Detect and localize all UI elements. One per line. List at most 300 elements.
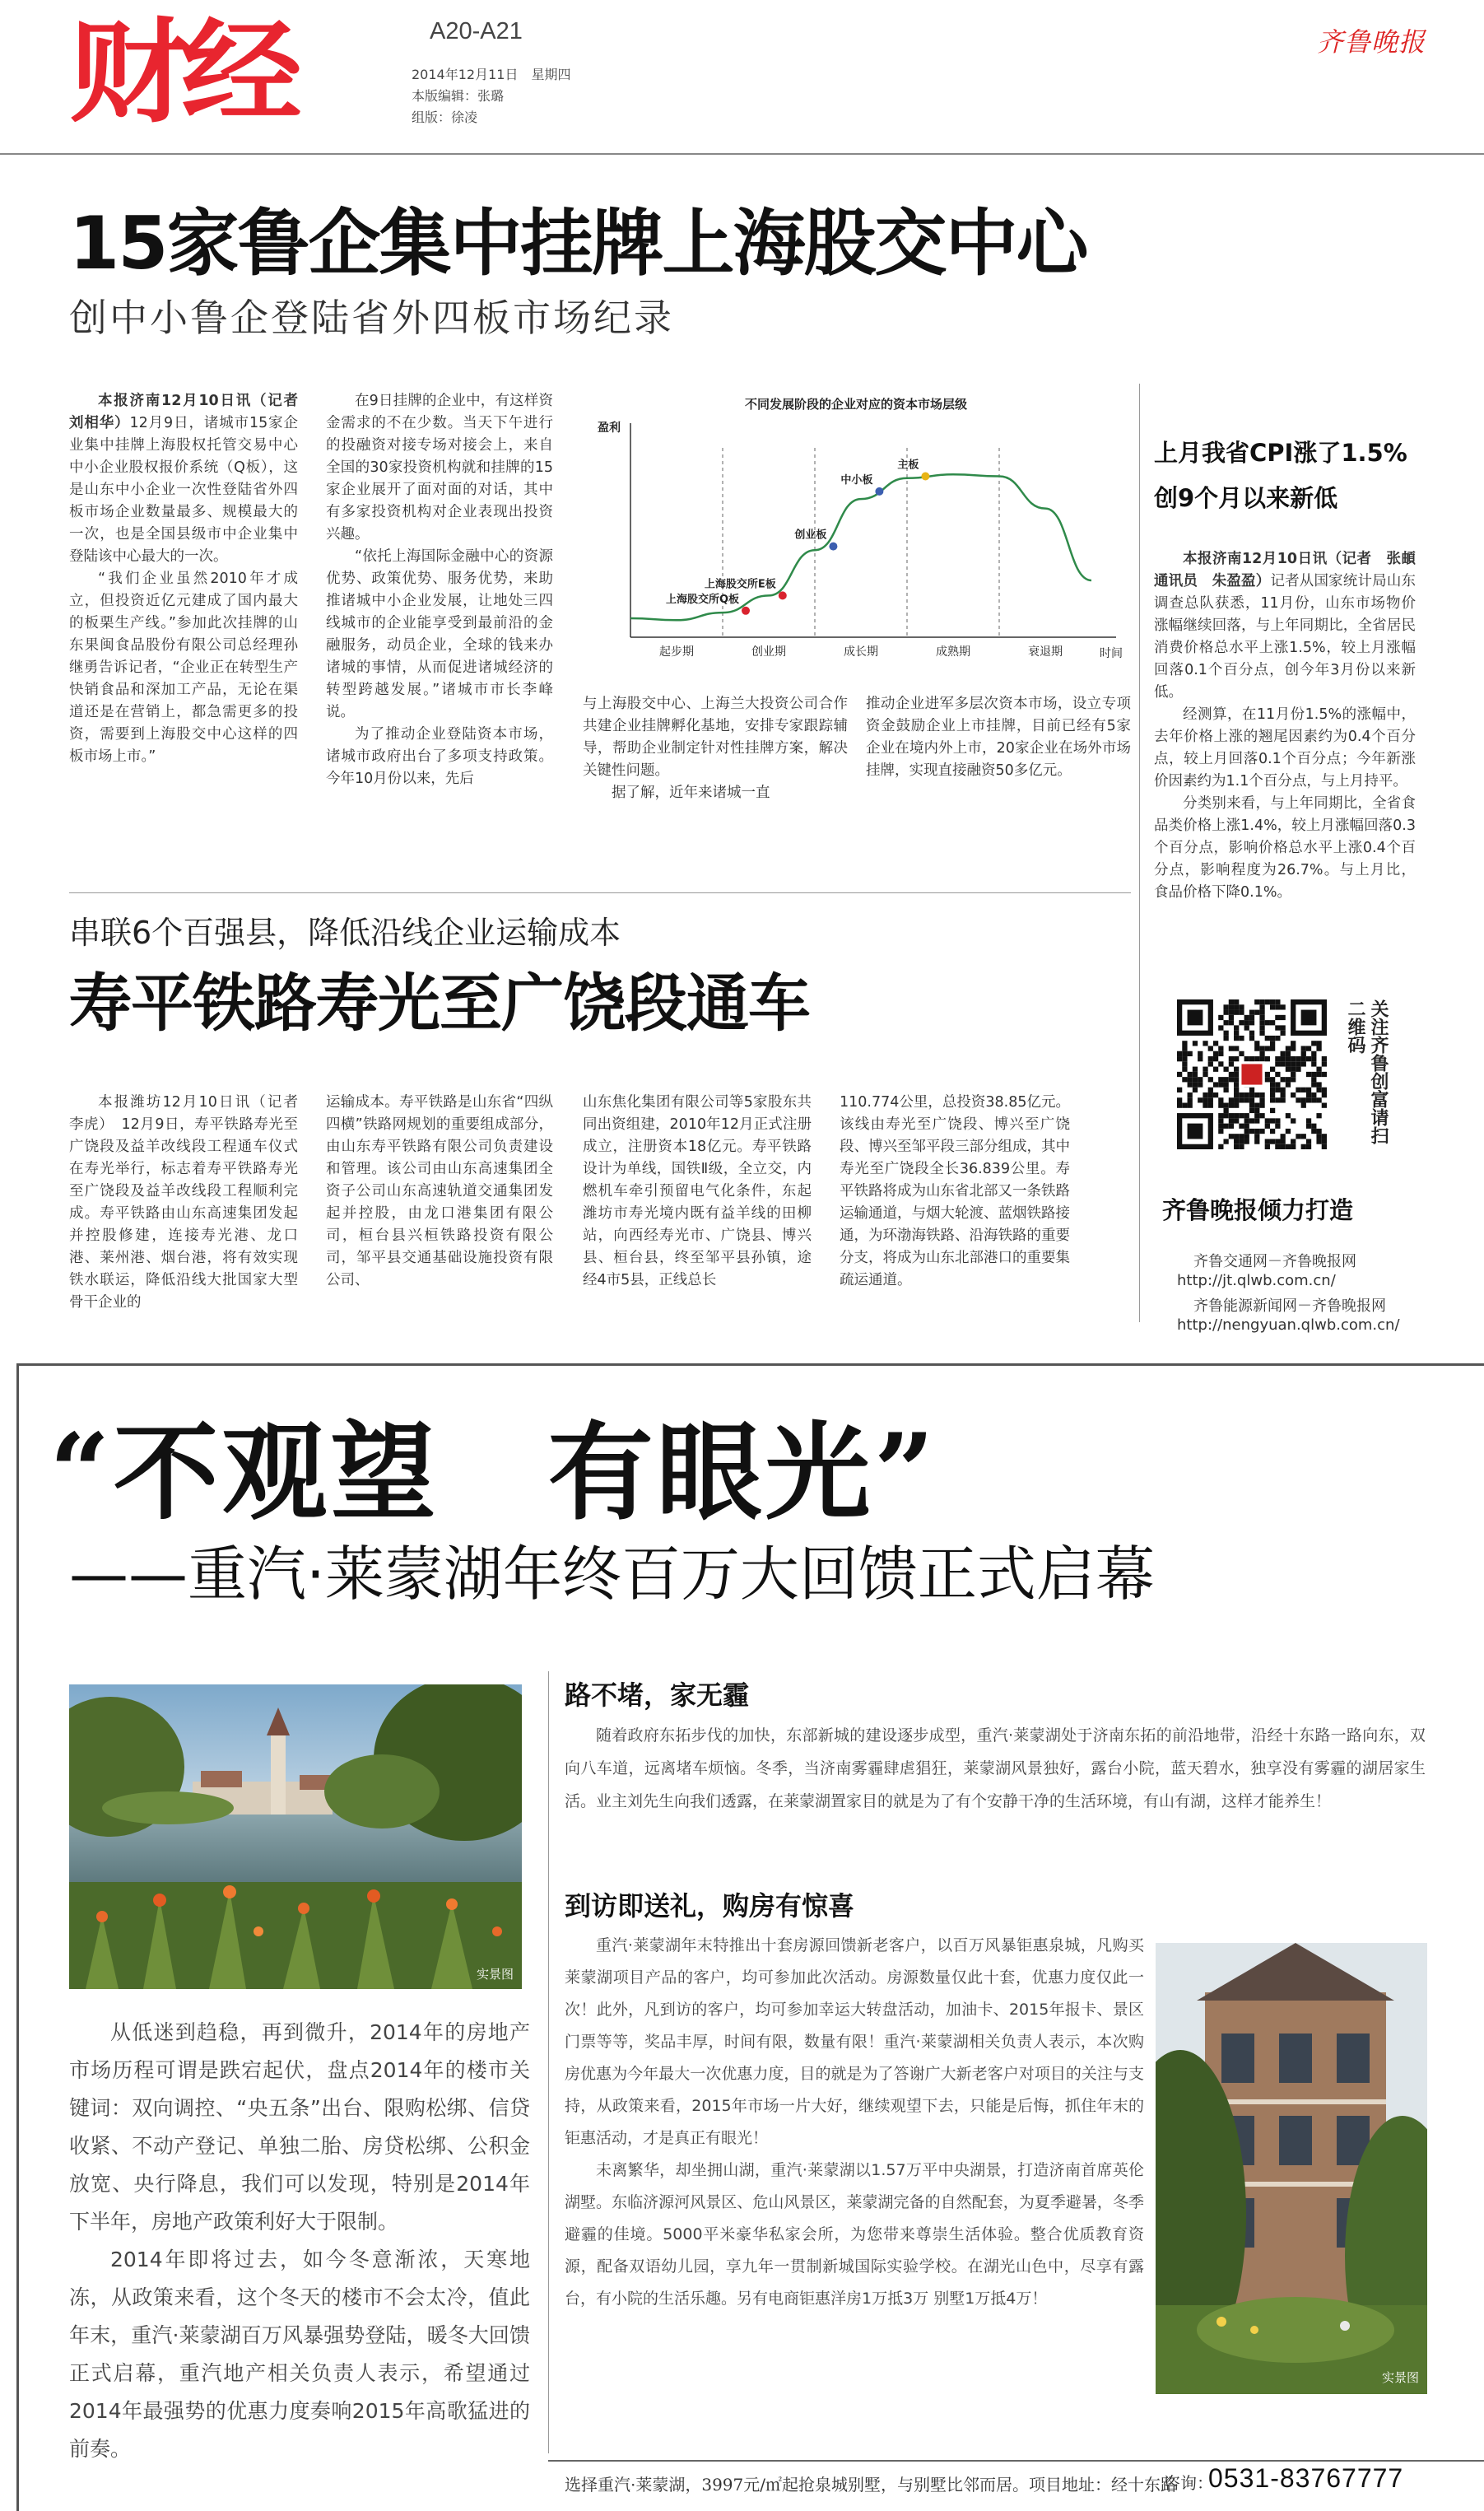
site1-name: 齐鲁交通网－齐鲁晚报网 (1193, 1253, 1356, 1270)
qr-module (1259, 1097, 1264, 1102)
qr-module (1182, 1061, 1187, 1066)
qr-module (1291, 1077, 1296, 1082)
story1-column-4 (866, 693, 1131, 782)
qr-module (1291, 1139, 1296, 1144)
qr-module (1208, 1046, 1213, 1051)
story2-col3-text: 山东焦化集团有限公司等5家股东共同出资组建，2010年12月正式注册成立，注册资本18亿元。寿平铁路设计为单线，国铁Ⅱ级，全立交，内燃机车牵引预留电气化条件，东起潍坊市寿光境内既有益羊线的田柳站，向西经寿光市、广饶县、博兴县、桓台县，终至邹平县孙镇，途经4市5县，正线总长 (583, 1094, 812, 1288)
story2-col2-text: 运输成本。寿平铁路是山东省“四纵四横”铁路网规划的重要组成部分，由山东寿平铁路有限公司负责建设和管理。该公司由山东高速集团全资子公司山东高速轨道交通集团发起并控股，由龙口港集团有限公司，桓台县兴桓铁路投资有限公司，邹平县交通基础设施投资有限公司、 (326, 1094, 553, 1288)
qr-module (1223, 1036, 1228, 1041)
qr-module (1296, 1056, 1300, 1061)
ad-footer-rule (548, 2460, 1484, 2462)
qr-module (1275, 1082, 1280, 1087)
qr-module (1254, 1103, 1259, 1108)
qr-module (1291, 1118, 1296, 1123)
qr-module (1218, 1061, 1223, 1066)
chart-marker-label: 中小板 (840, 473, 873, 487)
qr-module (1265, 1118, 1270, 1123)
qr-module (1234, 1056, 1239, 1061)
lake-photo (69, 1684, 522, 1989)
chart-marker-point (875, 487, 883, 496)
qr-module (1270, 1118, 1275, 1123)
qr-module (1244, 1118, 1249, 1123)
ad-section2-title: 到访即送礼，购房有惊喜 (565, 1890, 855, 1922)
qr-module (1311, 1129, 1316, 1134)
qr-module (1229, 1113, 1234, 1118)
qr-module (1239, 1051, 1244, 1056)
qr-module (1275, 1061, 1280, 1066)
qr-module (1311, 1072, 1316, 1077)
qr-module (1281, 1088, 1286, 1092)
story1-column-2 (326, 390, 553, 790)
qr-module (1316, 1067, 1321, 1072)
qr-module (1316, 1041, 1321, 1046)
qr-module (1182, 1077, 1187, 1082)
qr-module (1286, 1051, 1291, 1056)
qr-module (1270, 1088, 1275, 1092)
qr-module (1249, 1015, 1254, 1020)
qr-module (1182, 1051, 1187, 1056)
qr-module (1306, 1046, 1311, 1051)
qr-module (1223, 1067, 1228, 1072)
qr-module (1177, 1103, 1182, 1108)
qr-module (1259, 1031, 1264, 1036)
page-editor: 本版编辑：张璐 (412, 88, 505, 104)
qr-module (1177, 1097, 1182, 1102)
qr-module (1229, 1046, 1234, 1051)
ad-section1-title: 路不堵，家无霾 (565, 1679, 750, 1711)
qr-module (1306, 1124, 1311, 1129)
qr-module (1229, 1004, 1234, 1009)
qr-module (1244, 1139, 1249, 1144)
qr-module (1182, 1041, 1187, 1046)
qr-module (1270, 1139, 1275, 1144)
sidebar-byline: 本报济南12月10日讯（记者 张頔 通讯员 朱盈盈） (1154, 551, 1431, 589)
qr-module (1301, 1051, 1306, 1056)
qr-module (1249, 1020, 1254, 1025)
qr-module (1193, 1088, 1198, 1092)
sidebar-para: 经测算，在11月份1.5%的涨幅中，去年价格上涨的翘尾因素约为0.4个百分点，较上月回落0.1个百分点；今年新涨价因素约为1.1个百分点，与上月持平。 (1154, 706, 1416, 790)
qr-module (1270, 1097, 1275, 1102)
qr-module (1270, 1092, 1275, 1097)
story1-col2-para: “依托上海国际金融中心的资源优势、政策优势、服务优势，来助推诸城中小企业发展，让地处三四线城市的企业能享受到最前沿的金融服务，动员企业，全球的钱来办诸城的事情，从而促进诸城经济的转型跨越发展。”诸城市市长李峰说。 (326, 548, 553, 720)
qr-module (1259, 1129, 1264, 1134)
qr-module (1275, 1144, 1280, 1149)
qr-module (1254, 1010, 1259, 1015)
story1-col3-para: 与上海股交中心、上海兰大投资公司合作共建企业挂牌孵化基地，安排专家跟踪辅导，帮助企业制定针对性挂牌方案，解决关键性问题。 (583, 696, 848, 779)
story1-column-3 (583, 693, 848, 804)
qr-module (1218, 1103, 1223, 1108)
qr-module (1291, 1041, 1296, 1046)
qr-module (1265, 1056, 1270, 1061)
chart-marker-label: 创业板 (794, 529, 827, 542)
qr-module (1259, 1113, 1264, 1118)
chart-stage-label: 成长期 (844, 645, 878, 659)
qr-module (1281, 1092, 1286, 1097)
qr-module (1234, 1067, 1239, 1072)
qr-module (1229, 1097, 1234, 1102)
lake-photo-caption: 实景图 (476, 1967, 514, 1982)
qr-module (1213, 1082, 1218, 1087)
newspaper-logo: 齐鲁晚报 (1317, 26, 1426, 58)
qr-module (1218, 1082, 1223, 1087)
story1-col1-para: 12月9日，诸城市15家企业集中挂牌上海股权托管交易中心中小企业股权报价系统（Q板），这是山东中小企业一次性登陆省外四板市场企业数量最多、规模最大的一次，也是全国县级市中企业集中登陆该中心最大的一次。 (69, 415, 299, 565)
qr-module (1188, 1051, 1193, 1056)
ad-column-divider (548, 1671, 549, 2453)
qr-module (1259, 1092, 1264, 1097)
chart-marker-label: 主板 (897, 459, 919, 472)
qr-module (1188, 1092, 1193, 1097)
ad-footer-phone[interactable]: 0531-83767777 (1208, 2463, 1404, 2493)
qr-code-graphic (1177, 999, 1327, 1149)
sidebar-title-2: 创9个月以来新低 (1154, 484, 1338, 512)
qr-module (1311, 1056, 1316, 1061)
qr-module (1286, 1046, 1291, 1051)
ad-left-text (69, 2014, 530, 2468)
qr-module (1234, 1113, 1239, 1118)
qr-module (1213, 1041, 1218, 1046)
qr-module (1270, 1067, 1275, 1072)
qr-module (1223, 1004, 1228, 1009)
chart-svg (581, 390, 1131, 677)
qr-module (1259, 1020, 1264, 1025)
capital-market-chart (581, 390, 1131, 677)
qr-module (1223, 1088, 1228, 1092)
qr-module (1316, 1129, 1321, 1134)
villa-photo-caption: 实景图 (1381, 2370, 1419, 2385)
chart-marker-point (779, 591, 787, 599)
qr-module (1213, 1067, 1218, 1072)
qr-module (1275, 1025, 1280, 1030)
qr-module (1281, 1031, 1286, 1036)
qr-module (1213, 1056, 1218, 1061)
ad-left-para: 从低迷到趋稳，再到微升，2014年的房地产市场历程可谓是跌宕起伏，盘点2014年的楼市关键词：双向调控、“央五条”出台、限购松绑、信贷收紧、不动产登记、单独二胎、房贷松绑、公积金放宽、央行降息，我们可以发现，特别是2014年下半年，房地产政策利好大于限制。 (69, 2020, 530, 2234)
site2-url[interactable]: http://nengyuan.qlwb.com.cn/ (1177, 1316, 1400, 1334)
qr-module (1223, 1031, 1228, 1036)
qr-module (1254, 1139, 1259, 1144)
qr-caption: 关注齐鲁创富请扫二维码 (1345, 999, 1389, 1144)
qr-module (1249, 1010, 1254, 1015)
masthead-section-title: 财经 (69, 8, 294, 138)
qr-module (1270, 1108, 1275, 1113)
chart-marker-label: 上海股交所Q板 (665, 593, 739, 606)
qr-module (1193, 1072, 1198, 1077)
qr-module (1291, 1067, 1296, 1072)
story2-column-2 (326, 1092, 553, 1292)
qr-module (1322, 1103, 1327, 1108)
qr-module (1208, 1061, 1213, 1066)
qr-module (1286, 1056, 1291, 1061)
qr-module (1311, 1061, 1316, 1066)
qr-module (1306, 1097, 1311, 1102)
qr-module (1218, 1025, 1223, 1030)
qr-module (1265, 1072, 1270, 1077)
qr-module (1270, 1036, 1275, 1041)
qr-module (1223, 1124, 1228, 1129)
sidebar-cpi-story (1154, 548, 1431, 904)
ad-section2-text (565, 1930, 1144, 2315)
qr-module (1223, 1108, 1228, 1113)
qr-module (1270, 1082, 1275, 1087)
qr-module (1265, 999, 1270, 1004)
qr-module (1244, 1092, 1249, 1097)
story1-headline: 15家鲁企集中挂牌上海股交中心 (69, 201, 1087, 286)
ad-section1-para: 随着政府东拓步伐的加快，东部新城的建设逐步成型，重汽·莱蒙湖处于济南东拓的前沿地带，沿经十东路一路向东，双向八车道，远离堵车烦恼。冬季，当济南雾霾肆虐猖狂，莱蒙湖风景独好，露台小院，蓝天碧水，独享没有雾霾的湖居家生活。业主刘先生向我们透露，在莱蒙湖置家目的就是为了有个安静干净的生活环境，有山有湖，这样才能养生！ (565, 1726, 1426, 1810)
qr-module (1254, 1108, 1259, 1113)
qr-module (1259, 1010, 1264, 1015)
qr-module (1311, 1077, 1316, 1082)
qr-module (1234, 1088, 1239, 1092)
qr-module (1234, 1144, 1239, 1149)
qr-module (1265, 1036, 1270, 1041)
qr-module (1296, 1061, 1300, 1066)
qr-module (1259, 1025, 1264, 1030)
qr-module (1193, 1082, 1198, 1087)
qr-module (1259, 1046, 1264, 1051)
qr-module (1229, 1056, 1234, 1061)
qr-module (1259, 999, 1264, 1004)
qr-module (1270, 1004, 1275, 1009)
qr-module (1234, 1025, 1239, 1030)
sidebar-para: 记者从国家统计局山东调查总队获悉，11月份，山东市场物价涨幅继续回落，与上年同期比，全省居民消费价格总水平上涨1.5%，较上月涨幅回落0.1个百分点，创今年3月份以来新低。 (1154, 573, 1417, 701)
qr-module (1218, 1097, 1223, 1102)
story1-column-1 (69, 390, 313, 768)
qr-module (1275, 1056, 1280, 1061)
qr-module (1316, 1097, 1321, 1102)
qr-module (1239, 1097, 1244, 1102)
qr-module (1218, 1129, 1223, 1134)
qr-module (1259, 1056, 1264, 1061)
qr-module (1229, 1015, 1234, 1020)
sidebar-divider (1139, 384, 1140, 1322)
qr-module (1208, 1088, 1213, 1092)
qr-module (1291, 1072, 1296, 1077)
qr-module (1281, 1134, 1286, 1139)
qr-module (1275, 999, 1280, 1004)
qr-module (1306, 1118, 1311, 1123)
qr-module (1182, 1067, 1187, 1072)
qr-module (1218, 1015, 1223, 1020)
story2-column-1 (69, 1092, 313, 1314)
qr-module (1177, 1051, 1182, 1056)
chart-stage-label: 起步期 (659, 645, 694, 659)
qr-module (1218, 1144, 1223, 1149)
qr-module (1311, 1082, 1316, 1087)
qr-module (1234, 1139, 1239, 1144)
qr-module (1239, 1092, 1244, 1097)
qr-module (1249, 1103, 1254, 1108)
qr-module (1270, 1077, 1275, 1082)
qr-module (1322, 1139, 1327, 1144)
qr-module (1254, 1041, 1259, 1046)
site1-url[interactable]: http://jt.qlwb.com.cn/ (1177, 1272, 1336, 1289)
qr-module (1234, 1031, 1239, 1036)
qr-module (1198, 1097, 1203, 1102)
qr-module (1193, 1041, 1198, 1046)
qr-module (1281, 1144, 1286, 1149)
qr-module (1291, 1144, 1296, 1149)
qr-module (1208, 1092, 1213, 1097)
qr-module (1244, 1056, 1249, 1061)
qr-module (1229, 1118, 1234, 1123)
qr-module (1198, 1056, 1203, 1061)
story2-column-3 (583, 1092, 812, 1292)
qr-module (1281, 1025, 1286, 1030)
qr-module (1223, 1113, 1228, 1118)
qr-module (1291, 1046, 1296, 1051)
qr-module (1291, 1061, 1296, 1066)
qr-module (1265, 1124, 1270, 1129)
ad-section2-para: 未离繁华，却坐拥山湖，重汽·莱蒙湖以1.57万平中央湖景，打造济南首席英伦湖墅。东临济源河风景区、危山风景区，莱蒙湖完备的自然配套，为夏季避暑，冬季避霾的佳境。5000平米豪华私家会所，为您带来尊崇生活体验。整合优质教育资源，配备双语幼儿园，享九年一贯制新城国际实验学校。在湖光山色中，尽享有露台，有小院的生活乐趣。另有电商钜惠洋房1万抵3万 别墅1万抵4万！ (565, 2161, 1144, 2308)
qr-module (1188, 1097, 1193, 1102)
qr-module (1198, 1077, 1203, 1082)
qr-module (1316, 1088, 1321, 1092)
villa-photo (1156, 1943, 1427, 2394)
issue-date: 2014年12月11日 星期四 (412, 67, 571, 82)
qr-module (1275, 1139, 1280, 1144)
qr-module (1223, 1103, 1228, 1108)
qr-module (1316, 1134, 1321, 1139)
story2-col4-text: 110.774公里，总投资38.85亿元。该线由寿光至广饶段、博兴至广饶段、博兴至邹平段三部分组成，其中寿光至广饶段全长36.839公里。寿平铁路将成为山东省北部又一条铁路运输通道，与烟大轮渡、蓝烟铁路接通，为环渤海铁路、沿海铁路的重要分支，将成为山东北部港口的重要集疏运通道。 (840, 1094, 1070, 1288)
qr-module (1275, 1124, 1280, 1129)
qr-module (1244, 1113, 1249, 1118)
qr-module (1270, 1129, 1275, 1134)
qr-module (1259, 1004, 1264, 1009)
qr-module (1203, 1041, 1207, 1046)
qr-module (1322, 1088, 1327, 1092)
qr-module (1203, 1097, 1207, 1102)
qr-module (1229, 1061, 1234, 1066)
story1-col2-para: 为了推动企业登陆资本市场，诸城市政府出台了多项支持政策。今年10月份以来，先后 (326, 726, 553, 787)
qr-module (1198, 1082, 1203, 1087)
qr-module (1234, 1077, 1239, 1082)
qr-module (1286, 1082, 1291, 1087)
qr-module (1218, 1113, 1223, 1118)
qr-module (1281, 1139, 1286, 1144)
qr-module (1239, 1144, 1244, 1149)
qr-module (1316, 1046, 1321, 1051)
qr-module (1316, 1072, 1321, 1077)
qr-module (1218, 1124, 1223, 1129)
qr-module (1275, 1118, 1280, 1123)
qr-module (1291, 1056, 1296, 1061)
qr-module (1270, 1041, 1275, 1046)
chart-y-label: 盈利 (598, 422, 621, 435)
qr-module (1198, 1051, 1203, 1056)
qr-module (1311, 1041, 1316, 1046)
qr-module (1249, 1092, 1254, 1097)
chart-x-label: 时间 (1100, 647, 1123, 660)
qr-module (1306, 1144, 1311, 1149)
qr-module (1249, 1097, 1254, 1102)
qr-module (1296, 1097, 1300, 1102)
qr-module (1182, 1103, 1187, 1108)
qr-module (1244, 1020, 1249, 1025)
qr-module (1275, 1036, 1280, 1041)
qr-module (1188, 1103, 1193, 1108)
qr-module (1249, 1056, 1254, 1061)
qr-module (1301, 1061, 1306, 1066)
qr-module (1239, 1124, 1244, 1129)
qr-module (1229, 1020, 1234, 1025)
qr-module (1254, 1056, 1259, 1061)
qr-module (1301, 1097, 1306, 1102)
qr-module (1223, 1082, 1228, 1087)
qr-module (1301, 1056, 1306, 1061)
chart-marker-point (829, 543, 837, 551)
qr-module (1229, 1103, 1234, 1108)
qr-module (1281, 1077, 1286, 1082)
qr-module (1316, 1139, 1321, 1144)
qr-code[interactable] (1177, 999, 1327, 1149)
qr-module (1234, 1103, 1239, 1108)
ad-headline: “不观望 有眼光” (49, 1411, 938, 1535)
qr-finder (1188, 1124, 1203, 1139)
qr-module (1322, 1144, 1327, 1149)
qr-module (1223, 1077, 1228, 1082)
qr-module (1286, 1129, 1291, 1134)
chart-marker-point (921, 473, 929, 481)
qr-module (1234, 1010, 1239, 1015)
qr-module (1301, 1134, 1306, 1139)
qr-module (1301, 1103, 1306, 1108)
qr-module (1244, 1097, 1249, 1102)
qr-module (1296, 1134, 1300, 1139)
page-layout: 组版：徐凌 (412, 109, 478, 125)
qr-module (1188, 1077, 1193, 1082)
story1-col4-para: 推动企业进军多层次资本市场，设立专项资金鼓励企业上市挂牌，目前已经有5家企业在境内外上市，20家企业在场外市场挂牌，实现直接融资50多亿元。 (866, 696, 1131, 779)
qr-module (1213, 1092, 1218, 1097)
qr-module (1275, 1097, 1280, 1102)
qr-module (1234, 1118, 1239, 1123)
qr-module (1234, 1082, 1239, 1087)
ad-footer-address: 选择重汽·莱蒙湖，3997元/㎡起抢泉城别墅，与别墅比邻而居。项目地址：经十东路 (565, 2475, 1177, 2495)
qr-module (1244, 1129, 1249, 1134)
qr-module (1270, 1046, 1275, 1051)
story1-subhead: 创中小鲁企登陆省外四板市场纪录 (69, 296, 674, 340)
qr-module (1234, 1046, 1239, 1051)
qr-module (1281, 1097, 1286, 1102)
qr-module (1239, 1004, 1244, 1009)
chart-marker-point (742, 607, 750, 615)
qr-module (1286, 1144, 1291, 1149)
qr-module (1213, 1051, 1218, 1056)
qr-module (1254, 1113, 1259, 1118)
qr-module (1322, 1134, 1327, 1139)
qr-module (1306, 1088, 1311, 1092)
qr-module (1229, 1010, 1234, 1015)
chart-marker-label: 上海股交所E板 (704, 578, 776, 591)
chart-stage-label: 创业期 (751, 645, 786, 659)
qr-module (1301, 1144, 1306, 1149)
qr-module (1229, 1134, 1234, 1139)
qr-module (1259, 1015, 1264, 1020)
qr-module (1265, 1144, 1270, 1149)
qr-module (1208, 1103, 1213, 1108)
qr-module (1254, 1118, 1259, 1123)
ad-section2-para: 重汽·莱蒙湖年末特推出十套房源回馈新老客户，以百万风暴钜惠泉城，凡购买莱蒙湖项目产品的客户，均可参加此次活动。房源数量仅此十套，优惠力度仅此一次！此外，凡到访的客户，均可参加幸运大转盘活动，加油卡、2015年报卡、景区门票等等，奖品丰厚，时间有限，数量有限！重汽·莱蒙湖相关负责人表示，本次购房优惠为今年最大一次优惠力度，目的就是为了答谢广大新老客户对项目的关注与支持，从政策来看，2015年市场一片大好，继续观望下去，只能是后悔，抓住年末的钜惠活动，才是真正有眼光！ (565, 1936, 1144, 2147)
story1-col2-para: 在9日挂牌的企业中，有这样资金需求的不在少数。当天下午进行的投融资对接专场对接会上，来自全国的30家投资机构就和挂牌的15家企业展开了面对面的对话，其中有多家投资机构对企业表现出投资兴趣。 (326, 393, 553, 543)
qr-module (1203, 1103, 1207, 1108)
page-numbers: A20-A21 (430, 18, 523, 44)
qr-module (1203, 1067, 1207, 1072)
qr-module (1234, 1072, 1239, 1077)
qr-module (1281, 1061, 1286, 1066)
qr-module (1249, 1129, 1254, 1134)
qr-module (1265, 1046, 1270, 1051)
qr-module (1281, 1051, 1286, 1056)
qr-module (1281, 1004, 1286, 1009)
qr-module (1249, 1031, 1254, 1036)
